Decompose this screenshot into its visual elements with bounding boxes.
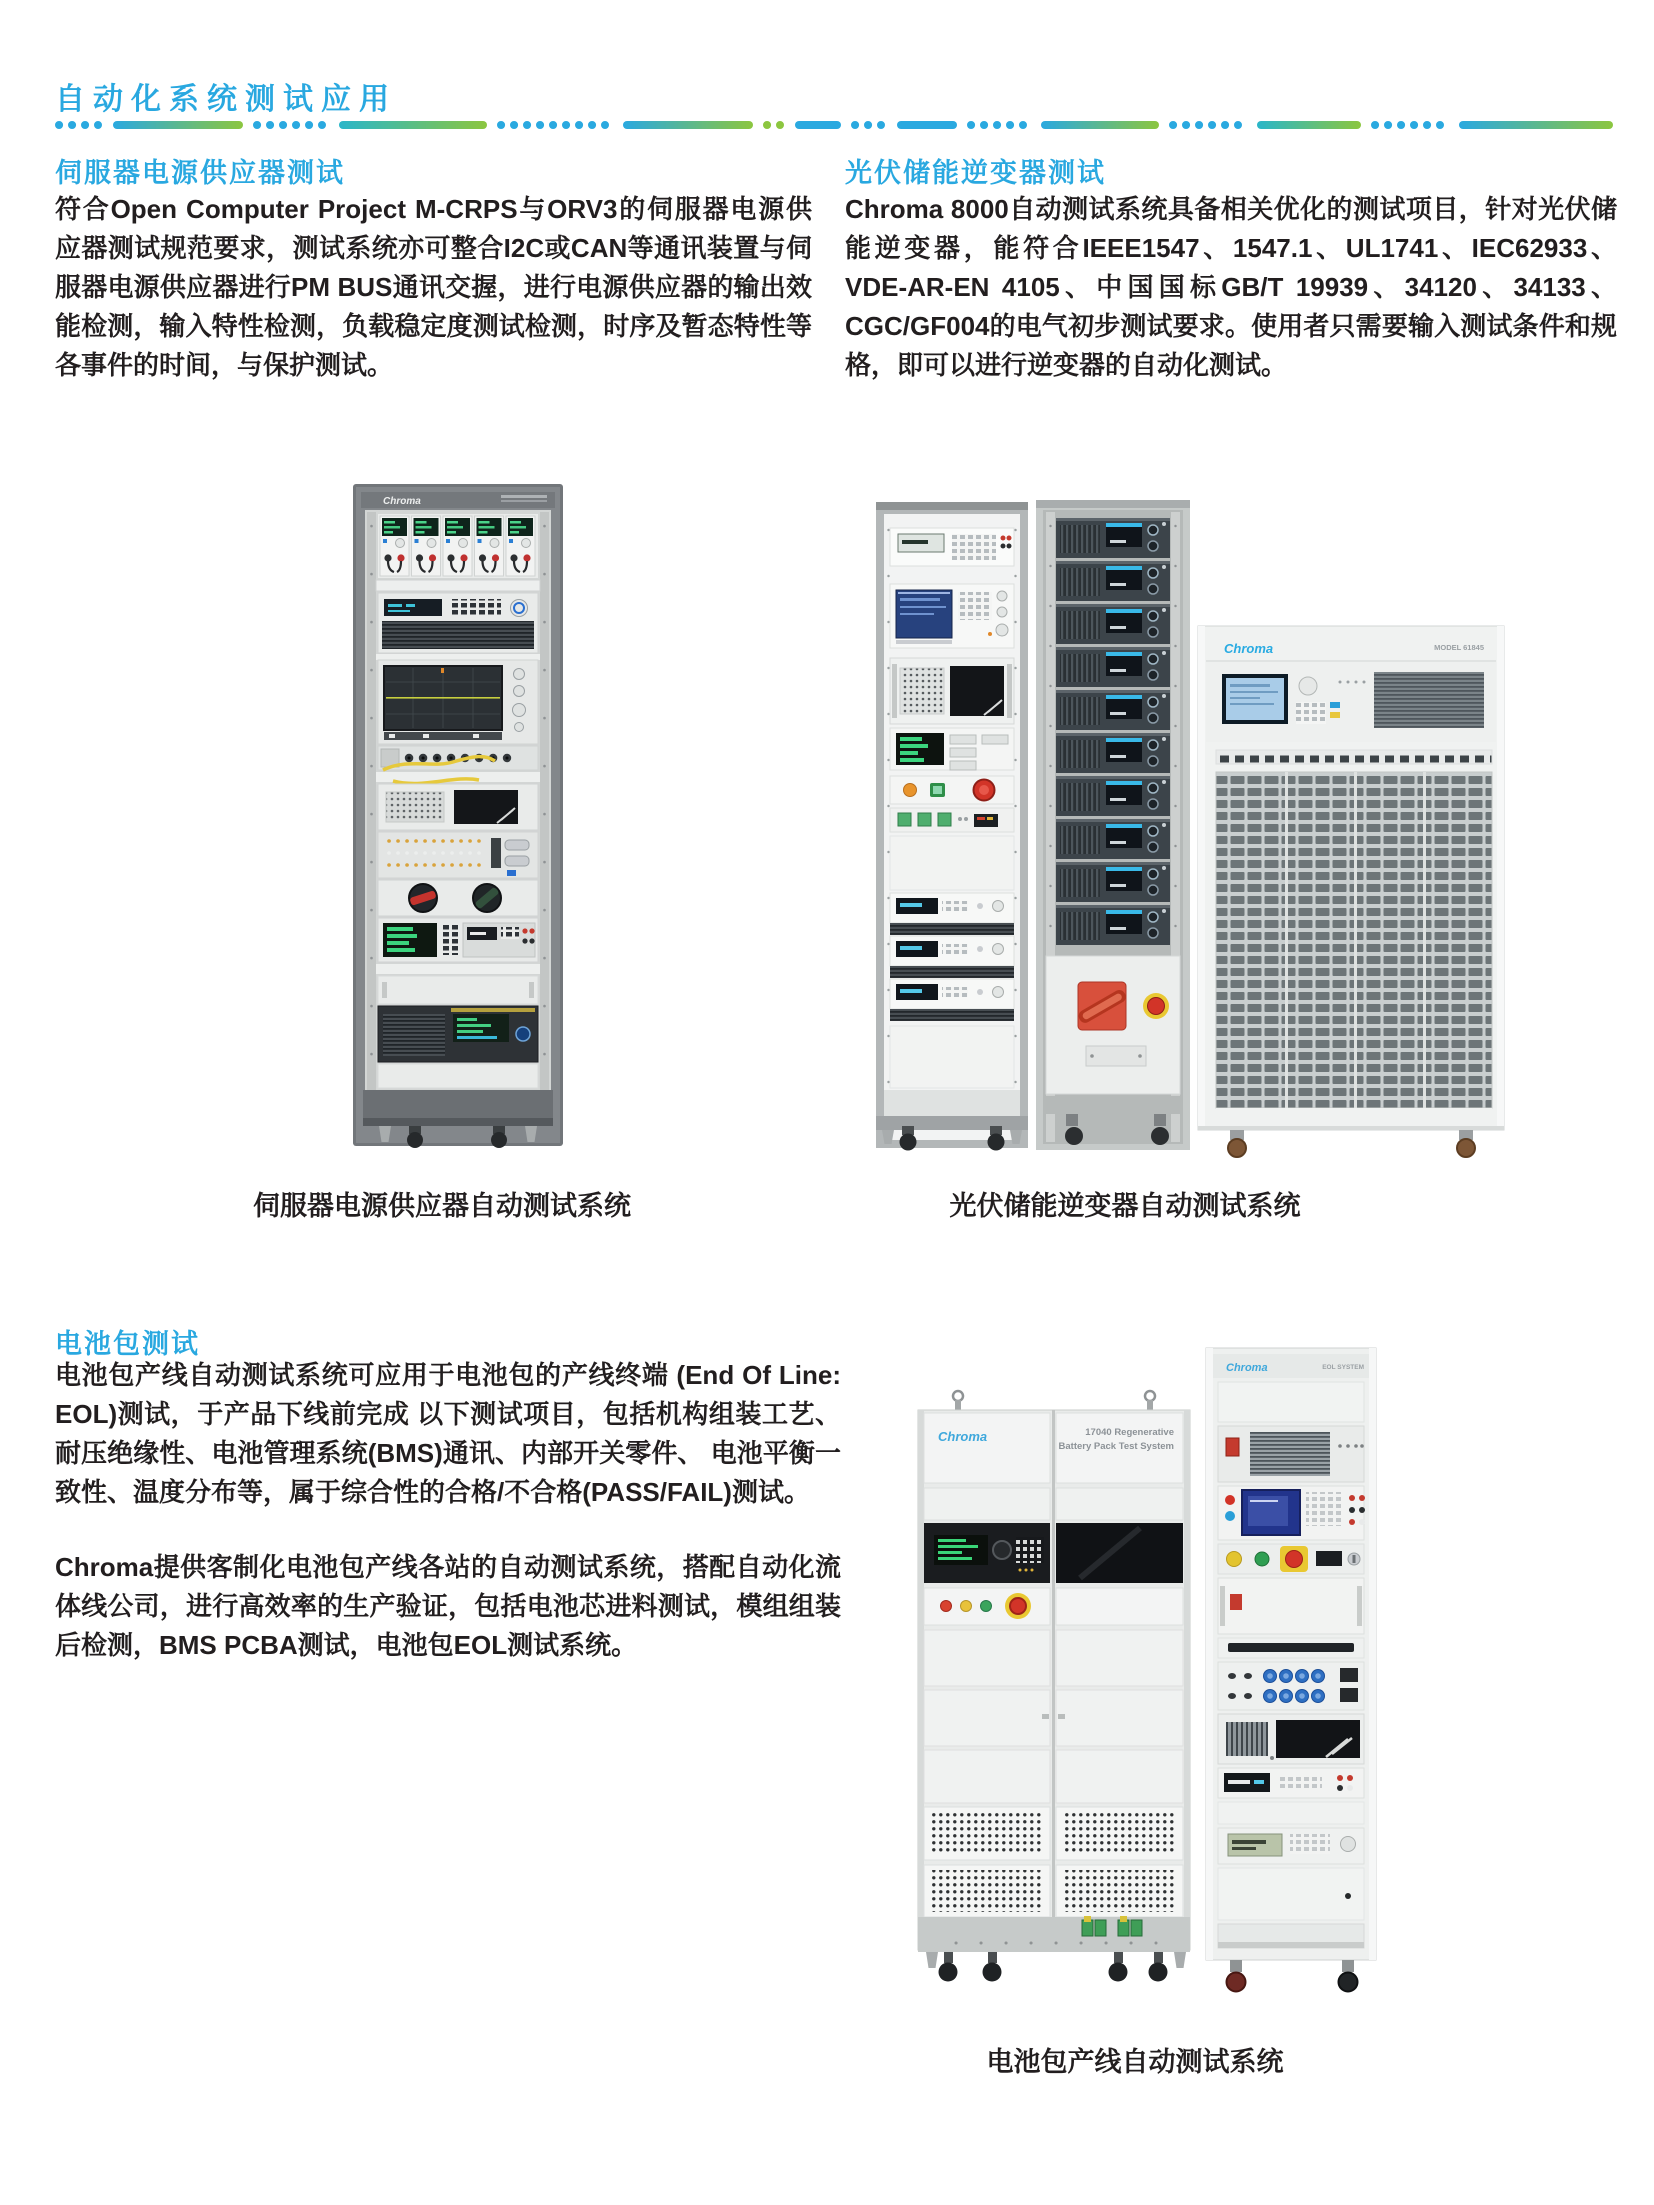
caption-pv-inverter: 光伏储能逆变器自动测试系统 — [949, 1191, 1301, 1221]
chroma-logo: Chroma — [938, 1429, 988, 1444]
system-title-line1: 17040 Regenerative — [1085, 1427, 1174, 1438]
inverter-module-rack — [1036, 500, 1190, 1150]
oscilloscope-unit — [378, 660, 538, 744]
caption-battery-pack: 电池包产线自动测试系统 — [986, 2047, 1284, 2077]
button-row — [890, 776, 1014, 804]
breaker-knobs — [378, 880, 538, 916]
vent-unit — [1218, 1426, 1364, 1482]
section-heading-battery-pack: 电池包测试 — [55, 1329, 200, 1359]
yellow-indicator — [961, 1601, 972, 1612]
model-label: MODEL 61845 — [1434, 643, 1484, 652]
red-indicator — [941, 1601, 952, 1612]
control-rack — [876, 502, 1028, 1151]
dark-window — [1056, 1523, 1183, 1583]
breaker-panel — [1046, 956, 1180, 1094]
figure-battery-pack-racks — [896, 1336, 1396, 2016]
industrial-pc-unit — [1218, 1714, 1364, 1764]
grille — [1216, 772, 1492, 1108]
emergency-stop-button — [1286, 1551, 1303, 1568]
rotary-knob — [1299, 677, 1317, 695]
eol-system-rack — [1206, 1348, 1376, 1992]
terminal-row — [890, 808, 1014, 832]
rack-header — [361, 492, 555, 508]
simulator-control-panel — [1206, 662, 1496, 742]
chroma-logo: Chroma — [1224, 641, 1274, 656]
emergency-stop-button — [1148, 998, 1165, 1015]
crt-tester-unit — [1218, 1486, 1365, 1540]
server-psu-rack — [353, 484, 563, 1148]
green-button — [1255, 1552, 1269, 1566]
industrial-pc-unit — [890, 658, 1014, 724]
red-button — [1225, 1495, 1235, 1505]
scope-unit — [890, 584, 1014, 648]
patch-panel — [378, 832, 538, 878]
eol-system-label: EOL SYSTEM — [1322, 1364, 1364, 1371]
section-heading-server-psu: 伺服器电源供应器测试 — [55, 158, 345, 188]
eyebolts — [953, 1391, 1155, 1411]
dc-load-unit — [378, 1006, 538, 1062]
orange-indicator — [904, 784, 917, 797]
battery-test-cabinet — [918, 1391, 1190, 1982]
safety-control-strip — [1218, 1544, 1364, 1574]
casters — [1228, 1130, 1475, 1157]
section-body-battery-pack-1: 电池包产线自动测试系统可应用于电池包的产线终端 (End Of Line: EOL)测试，于产品下线前完成 以下测试项目，包括机构组装工艺、耐压绝缘性、电池管理系统(BMS)通讯、内部开关零件、 电池平衡一致性、温度分布等，属于综合性的合格/不合格(PASS/FAIL)测试。 — [55, 1360, 841, 1507]
connector-unit — [1218, 1662, 1364, 1710]
figure-server-psu-rack — [353, 484, 565, 1162]
ac-source-unit — [378, 593, 538, 653]
chroma-logo: Chroma — [383, 496, 421, 507]
blank-unit — [1218, 1578, 1364, 1634]
chroma-logo: Chroma — [1226, 1362, 1268, 1374]
casters — [1227, 1960, 1358, 1992]
green-indicator — [981, 1601, 992, 1612]
system-title-line2: Battery Pack Test System — [1058, 1441, 1174, 1452]
meter-unit — [890, 728, 1014, 770]
cyan-button — [1225, 1511, 1235, 1521]
page-title: 自动化系统测试应用 — [55, 83, 397, 116]
figure-pv-inverter-racks — [872, 486, 1512, 1166]
controller-unit — [890, 528, 1014, 566]
power-supply-unit — [1218, 1828, 1364, 1864]
section-body-pv-inverter: Chroma 8000自动测试系统具备相关优化的测试项目，针对光伏储能逆变器，能符合IEEE1547、1547.1、UL1741、IEC62933、VDE-AR-EN 4105、中国国标GB/T 19939、34120、34133、CGC/GF004的电气初步测试要求。使用者只需要输入测试条件和规格，即可以进行逆变器的自动化测试。 — [845, 194, 1617, 380]
rotary-knob — [993, 1541, 1011, 1559]
section-body-server-psu: 符合Open Computer Project M-CRPS与ORV3的伺服器电源供应器测试规范要求，测试系统亦可整合I2C或CAN等通讯装置与伺服器电源供应器进行PM BUS通讯交握，进行电源供应器的输出效能检测，输入特性检测，负载稳定度测试检测，时序及暂态特性等各事件的时间，与保护测试。 — [55, 194, 812, 380]
slot-strip — [1228, 1643, 1354, 1652]
industrial-pc-unit — [378, 784, 538, 830]
divider-dotted-line — [55, 119, 1615, 131]
bnc-panel — [378, 746, 538, 770]
load-modules — [378, 514, 538, 578]
yellow-button — [1227, 1552, 1242, 1567]
regenerative-grid-simulator — [1198, 626, 1504, 1157]
section-body-battery-pack-2: Chroma提供客制化电池包产线各站的自动测试系统，搭配自动化流体线公司，进行高效率的生产验证，包括电池芯进料测试，模组组装后检测，BMS PCBA测试，电池包EOL测试系统。 — [55, 1552, 841, 1660]
cabinet-base — [918, 1916, 1190, 1952]
casters — [926, 1952, 1186, 1982]
caption-server-psu: 伺服器电源供应器自动测试系统 — [253, 1191, 631, 1221]
section-heading-pv-inverter: 光伏储能逆变器测试 — [845, 158, 1106, 188]
dmm-unit — [1218, 1768, 1364, 1798]
emergency-stop-button — [1010, 1598, 1026, 1614]
power-meter-unit — [378, 918, 538, 962]
